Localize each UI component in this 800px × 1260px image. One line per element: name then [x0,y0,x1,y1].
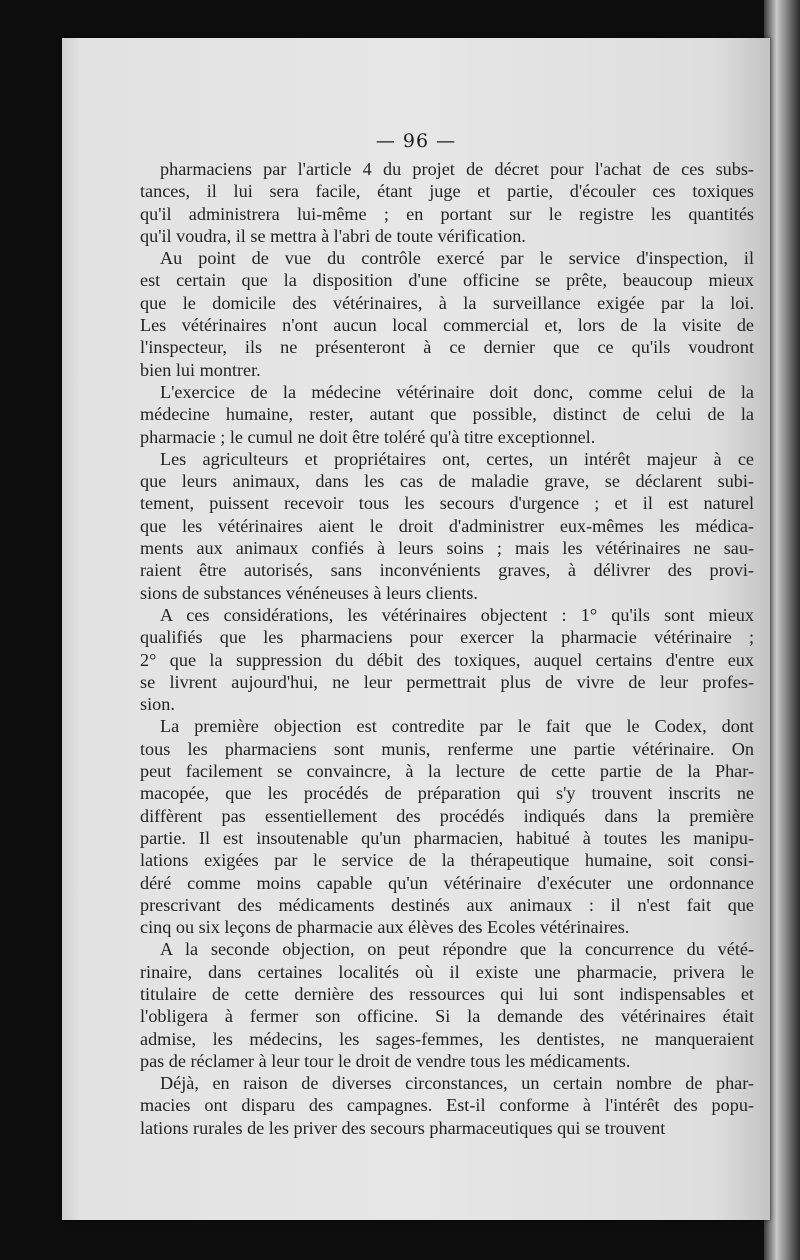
text-line: peut facilement se convaincre, à la lecture de cette partie de la Phar- [140,761,754,782]
text-line: A ces considérations, les vétérinaires objectent : 1° qu'ils sont mieux [160,604,754,625]
text-line: déré comme moins capable qu'un vétérinaire d'exécuter une ordonnance [140,872,754,893]
text-line: l'obligera à fermer son officine. Si la demande des vétérinaires était [140,1006,754,1027]
text-line: pharmaciens par l'article 4 du projet de décret pour l'achat de ces subs- [160,159,754,179]
text-line: Les vétérinaires n'ont aucun local commercial et, lors de la visite de [140,315,754,336]
text-line: que le domicile des vétérinaires, à la surveillance exigée par la loi. [140,292,754,313]
text-line: admise, les médecins, les sages-femmes, les dentistes, ne manqueraient [140,1028,754,1049]
text-line: lations exigées par le service de la thérapeutique humaine, soit consi- [140,850,754,871]
text-line: macopée, que les procédés de préparation qui s'y trouvent inscrits ne [140,783,754,804]
text-line: rinaire, dans certaines localités où il existe une pharmacie, privera le [140,961,754,982]
text-line: se livrent aujourd'hui, ne leur permettrait plus de vivre de leur profes- [140,671,754,692]
text-line: Au point de vue du contrôle exercé par le service d'inspection, il [160,248,754,269]
text-line: l'inspecteur, ils ne présenteront à ce dernier que ce qu'ils voudront [140,337,754,358]
text-line: tement, puissent recevoir tous les secours d'urgence ; et il est naturel [140,493,754,514]
text-line: que leurs animaux, dans les cas de maladie grave, se déclarent subi- [140,471,754,492]
text-line: pas de réclamer à leur tour le droit de vendre tous les médicaments. [140,1050,631,1071]
text-line: que les vétérinaires aient le droit d'administrer eux-mêmes les médica- [140,515,754,536]
text-line: tous les pharmaciens sont munis, renferme une partie vétérinaire. On [140,738,754,759]
text-line: prescrivant des médicaments destinés aux animaux : il n'est fait que [140,894,754,915]
text-line: macies ont disparu des campagnes. Est-il conforme à l'intérêt des popu- [140,1095,754,1116]
text-line: lations rurales de les priver des secours pharmaceutiques qui se trouvent [140,1117,666,1138]
text-line: diffèrent pas essentiellement des procédés indiqués dans la première [140,805,754,826]
text-line: tances, il lui sera facile, étant juge et partie, d'écouler ces toxiques [140,181,754,202]
text-line: pharmacie ; le cumul ne doit être toléré qu'à titre exceptionnel. [140,426,596,447]
text-line: Déjà, en raison de diverses circonstances, un certain nombre de phar- [160,1073,754,1094]
text-line: partie. Il est insoutenable qu'un pharmacien, habitué à toutes les manipu- [140,827,754,848]
body-text [140,158,754,1139]
page-number: — 96 — [375,130,457,152]
text-line: qu'il administrera lui-même ; en portant sur le registre les quantités [140,203,754,224]
text-line: sions de substances vénéneuses à leurs clients. [140,582,478,603]
text-line: La première objection est contredite par le fait que le Codex, dont [160,716,754,737]
text-line: raient être autorisés, sans inconvénients graves, à délivrer des provi- [140,560,754,581]
text-line: est certain que la disposition d'une officine se prête, beaucoup mieux [140,270,754,291]
text-line: cinq ou six leçons de pharmacie aux élèves des Ecoles vétérinaires. [140,917,630,938]
text-line: ments aux animaux confiés à leurs soins ; mais les vétérinaires ne sau- [140,538,754,559]
text-line: qu'il voudra, il se mettra à l'abri de toute vérification. [140,225,526,246]
text-line: Les agriculteurs et propriétaires ont, certes, un intérêt majeur à ce [160,448,754,469]
text-line: 2° que la suppression du débit des toxiques, auquel certains d'entre eux [140,649,754,670]
text-line: titulaire de cette dernière des ressources qui lui sont indispensables et [140,983,754,1004]
text-line: médecine humaine, rester, autant que possible, distinct de celui de la [140,404,754,425]
text-line: bien lui montrer. [140,359,261,380]
text-line: qualifiés que les pharmaciens pour exercer la pharmacie vétérinaire ; [140,627,754,648]
text-line: sion. [140,694,175,715]
text-line: L'exercice de la médecine vétérinaire doit donc, comme celui de la [160,381,754,402]
text-line: A la seconde objection, on peut répondre que la concurrence du vété- [160,939,754,960]
